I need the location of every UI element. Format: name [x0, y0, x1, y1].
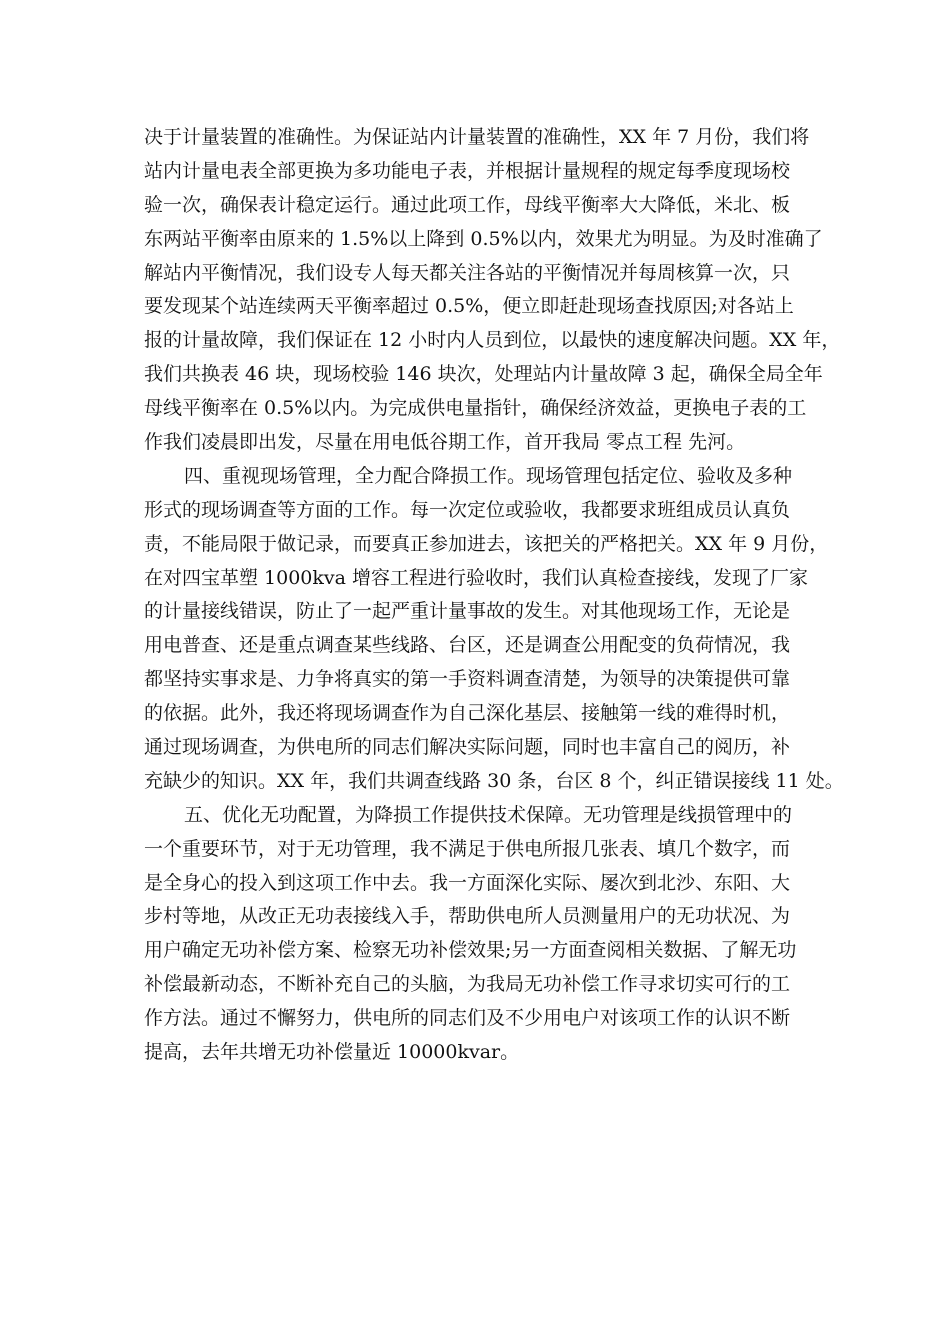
text-line: 的计量接线错误，防止了一起严重计量事故的发生。对其他现场工作，无论是 [144, 600, 791, 623]
text-line: 用电普查、还是重点调查某些线路、台区，还是调查公用配变的负荷情况，我 [144, 634, 791, 657]
text-line: 一个重要环节，对于无功管理，我不满足于供电所报几张表、填几个数字，而 [144, 837, 791, 860]
text-line: 解站内平衡情况，我们设专人每天都关注各站的平衡情况并每周核算一次，只 [144, 261, 791, 284]
text-line: 形式的现场调查等方面的工作。每一次定位或验收，我都要求班组成员认真负 [144, 498, 791, 521]
text-line: 责，不能局限于做记录，而要真正参加进去，该把关的严格把关。XX 年 9 月份， [144, 532, 829, 555]
text-line: 在对四宝革塑 1000kva 增容工程进行验收时，我们认真检查接线，发现了厂家 [144, 566, 809, 589]
text-line: 作我们凌晨即出发，尽量在用电低谷期工作，首开我局 零点工程 先河。 [144, 431, 746, 454]
text-line: 充缺少的知识。XX 年，我们共调查线路 30 条，台区 8 个，纠正错误接线 11 处。 [144, 769, 844, 792]
text-line: 作方法。通过不懈努力，供电所的同志们及不少用电户对该项工作的认识不断 [144, 1007, 791, 1030]
text-line: 要发现某个站连续两天平衡率超过 0.5%，便立即赶赴现场查找原因;对各站上 [144, 295, 794, 318]
text-line: 验一次，确保表计稳定运行。通过此项工作，母线平衡率大大降低，米北、板 [144, 193, 791, 216]
text-line: 我们共换表 46 块，现场校验 146 块次，处理站内计量故障 3 起，确保全局全年 [144, 363, 823, 386]
text-line: 提高，去年共增无功补偿量近 10000kvar。 [144, 1041, 520, 1064]
text-line: 母线平衡率在 0.5%以内。为完成供电量指针，确保经济效益，更换电子表的工 [144, 397, 807, 420]
text-line: 用户确定无功补偿方案、检察无功补偿效果;另一方面查阅相关数据、了解无功 [144, 939, 797, 962]
text-line: 决于计量装置的准确性。为保证站内计量装置的准确性，XX 年 7 月份，我们将 [144, 126, 810, 148]
document-body [144, 121, 844, 1070]
text-line: 都坚持实事求是、力争将真实的第一手资料调查清楚，为领导的决策提供可靠 [144, 668, 791, 691]
text-line: 的依据。此外，我还将现场调查作为自己深化基层、接触第一线的难得时机， [144, 702, 791, 725]
text-line: 站内计量电表全部更换为多功能电子表，并根据计量规程的规定每季度现场校 [144, 159, 791, 182]
paragraph-start-line: 四、重视现场管理，全力配合降损工作。现场管理包括定位、验收及多种 [184, 464, 793, 487]
paragraph-start-line: 五、优化无功配置，为降损工作提供技术保障。无功管理是线损管理中的 [184, 803, 793, 826]
text-line: 报的计量故障，我们保证在 12 小时内人员到位，以最快的速度解决问题。XX 年， [144, 329, 841, 352]
text-line: 步村等地，从改正无功表接线入手，帮助供电所人员测量用户的无功状况、为 [144, 905, 791, 928]
text-line: 通过现场调查，为供电所的同志们解决实际问题，同时也丰富自己的阅历，补 [144, 736, 791, 759]
text-line: 是全身心的投入到这项工作中去。我一方面深化实际、屡次到北沙、东阳、大 [144, 871, 791, 894]
text-line: 补偿最新动态，不断补充自己的头脑，为我局无功补偿工作寻求切实可行的工 [144, 973, 791, 996]
text-line: 东两站平衡率由原来的 1.5%以上降到 0.5%以内，效果尤为明显。为及时准确了 [144, 227, 823, 250]
